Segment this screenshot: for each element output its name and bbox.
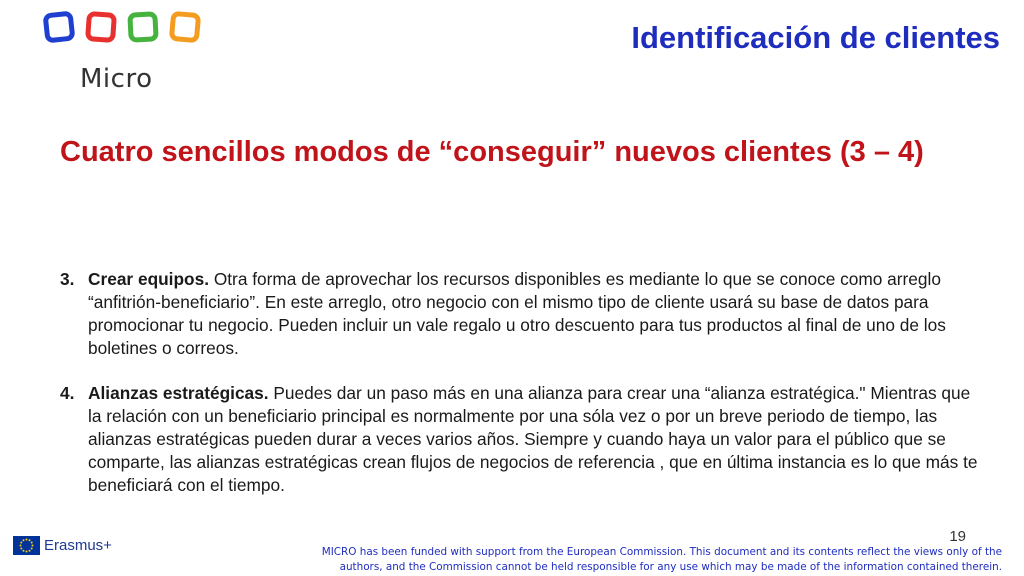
page-number: 19 — [949, 528, 966, 545]
micro-logo — [44, 8, 214, 94]
eu-flag-icon — [13, 536, 40, 555]
item-text — [88, 268, 980, 360]
item-term: Crear equipos. — [88, 269, 210, 289]
list-item — [60, 268, 980, 360]
logo-square-red — [85, 11, 117, 43]
item-number: 3. — [60, 269, 75, 289]
item-number: 4. — [60, 383, 75, 403]
body-list — [60, 268, 980, 497]
eu-stars-icon — [19, 538, 34, 553]
logo-square-orange — [169, 11, 202, 44]
logo-square-green — [127, 11, 159, 43]
slide-title: Cuatro sencillos modos de “conseguir” nuevos clientes (3 – 4) — [60, 136, 924, 168]
item-description: Otra forma de aprovechar los recursos disponibles es mediante lo que se conoce como arreglo “anfitrión-beneficiario”. En este arreglo, otro negocio con el mismo tipo de cliente usará su base de datos para promocionar tu negocio. Pueden incluir un vale regalo u otro descuento para tus productos al final de uno de los boletines o correos. — [88, 269, 946, 358]
logo-text: Micro — [80, 64, 153, 94]
header-title: Identificación de clientes — [631, 20, 1000, 55]
list-item — [60, 382, 980, 497]
funding-disclaimer: MICRO has been funded with support from the European Commission. This document and its contents reflect the views only of the authors, and the Commission cannot be held responsible for any use which may be made of the information contained therein. — [321, 546, 1002, 573]
item-description: Puedes dar un paso más en una alianza para crear una “alianza estratégica." Mientras que la relación con un beneficiario principal es normalmente por una sóla vez o por un breve periodo de tiempo, las alianzas estratégicas pueden durar a veces varios años. Siempre y cuando haya un valor para el público que se comparte, las alianzas estratégicas crean flujos de negocios de referencia , que en última instancia es lo que más te beneficiará con el tiempo. — [88, 383, 978, 495]
erasmus-plus-label: Erasmus+ — [44, 537, 112, 554]
item-term: Alianzas estratégicas. — [88, 383, 269, 403]
item-text — [88, 382, 980, 497]
logo-square-blue — [43, 11, 76, 44]
